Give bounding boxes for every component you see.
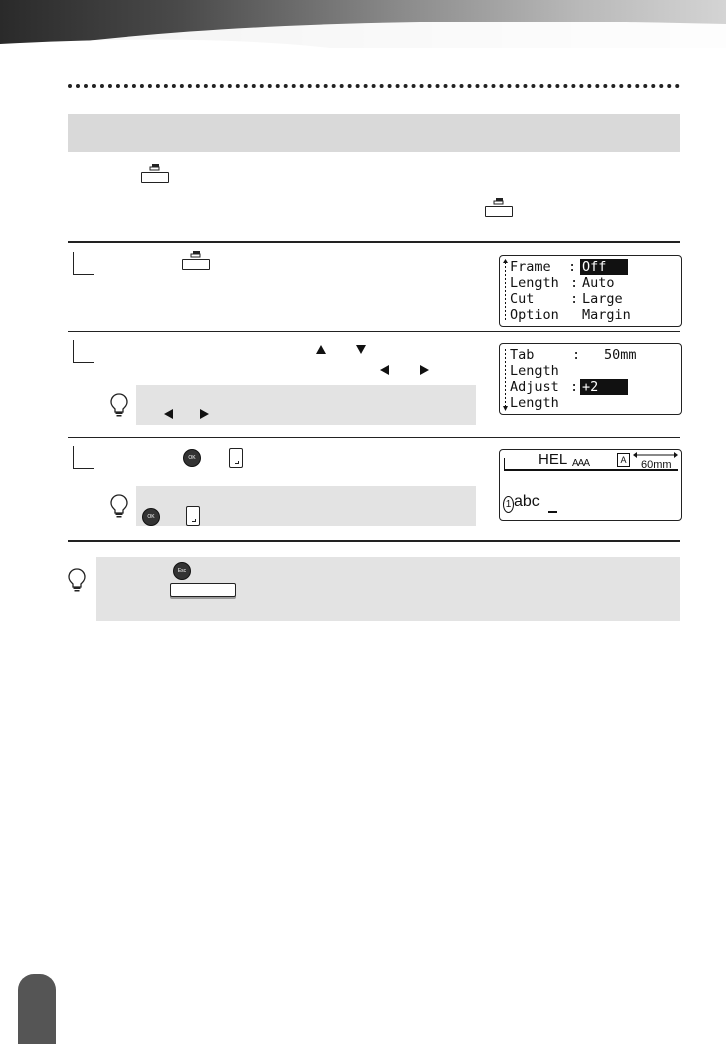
ok-key-icon: OK <box>142 508 160 526</box>
label-key-icon <box>485 206 513 217</box>
wide-key-icon <box>170 583 236 597</box>
text-cursor <box>548 511 557 513</box>
lcd-row: Length <box>510 395 559 411</box>
right-arrow-key-icon <box>200 409 209 419</box>
lcd-row: Cut <box>510 291 535 307</box>
line-number-indicator: 1 <box>503 496 514 513</box>
step-3-marker <box>73 446 94 469</box>
label-key-icon <box>141 172 169 183</box>
dotted-rule <box>68 84 680 88</box>
lcd-row: Length <box>510 275 559 291</box>
lcd-header-text: HEL <box>538 451 568 468</box>
left-arrow-key-icon <box>164 409 173 419</box>
lightbulb-icon <box>68 568 86 592</box>
lcd-row: Tab <box>510 347 535 363</box>
ok-key-icon: OK <box>183 449 201 467</box>
left-arrow-key-icon <box>380 365 389 375</box>
step-2-marker <box>73 340 94 363</box>
step-1-marker <box>73 252 94 275</box>
down-arrow-key-icon <box>356 345 366 354</box>
page-number-tab <box>18 974 56 1044</box>
enter-key-icon <box>229 448 243 468</box>
scroll-indicator-icon <box>503 259 508 323</box>
lcd-row: Option <box>510 307 559 323</box>
lcd-row: Frame <box>510 259 551 275</box>
tip-box <box>136 385 476 425</box>
enter-key-icon <box>186 506 200 526</box>
divider <box>68 437 680 438</box>
note-box <box>96 557 680 621</box>
lcd-selected-value: +2 <box>580 379 628 395</box>
length-readout: 60mm <box>641 459 672 471</box>
tip-box <box>136 486 476 526</box>
banner-swoosh <box>0 22 726 62</box>
frame-indicator-icon: A <box>617 453 630 467</box>
divider <box>68 331 680 332</box>
label-key-icon <box>182 259 210 270</box>
lcd-tab-menu: Tab : 50mm Length Adjust : +2 Length <box>499 343 682 415</box>
lcd-selected-value: Off <box>580 259 628 275</box>
lcd-frame-menu: Frame : Off Length : Auto Cut : Large Option Margin <box>499 255 682 327</box>
right-arrow-key-icon <box>420 365 429 375</box>
lcd-entered-text: abc <box>514 493 540 510</box>
divider <box>68 241 680 243</box>
up-arrow-key-icon <box>316 345 326 354</box>
divider <box>68 540 680 542</box>
lightbulb-icon <box>110 393 128 417</box>
esc-key-icon: Esc <box>173 562 191 580</box>
lcd-row: Length <box>510 363 559 379</box>
lightbulb-icon <box>110 494 128 518</box>
section-title-bar <box>68 114 680 152</box>
lcd-text-screen <box>499 449 682 521</box>
scroll-indicator-icon <box>503 347 508 411</box>
lcd-size-indicator: AAA <box>572 458 590 469</box>
lcd-row: Adjust <box>510 379 559 395</box>
